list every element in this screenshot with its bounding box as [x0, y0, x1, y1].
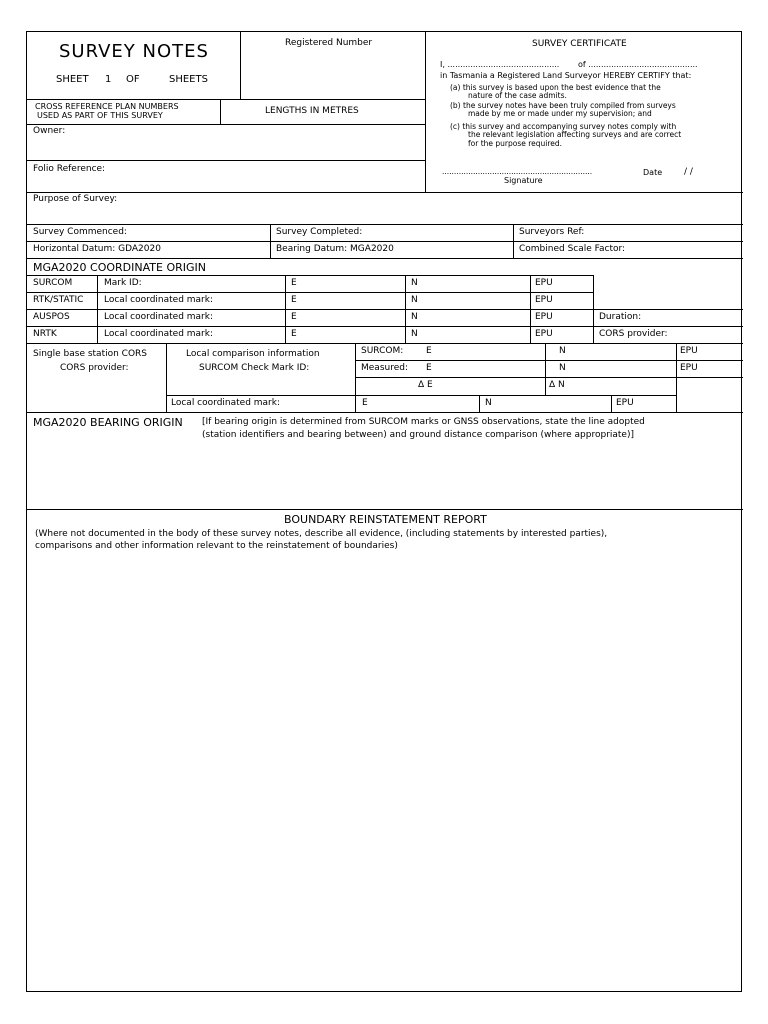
coord-epu-label: EPU: [535, 278, 553, 288]
divider: [27, 192, 743, 193]
owner-field[interactable]: [72, 126, 422, 158]
registered-number-label: Registered Number: [285, 38, 373, 48]
divider: [513, 224, 514, 258]
folio-reference-field[interactable]: [119, 163, 422, 189]
divider: [166, 395, 676, 396]
divider: [27, 224, 743, 225]
divider: [27, 292, 593, 293]
survey-commenced-label: Survey Commenced:: [33, 227, 127, 237]
coord-type-rtk-static: RTK/STATIC: [33, 295, 84, 305]
cross-reference-label-1: CROSS REFERENCE PLAN NUMBERS: [35, 102, 179, 111]
divider: [27, 412, 166, 413]
local-mark-n-label: N: [485, 398, 492, 408]
survey-notes-form: [26, 31, 742, 992]
coord-type-auspos: AUSPOS: [33, 312, 70, 322]
surveyors-ref-label: Surveyors Ref:: [519, 227, 585, 237]
divider: [27, 309, 743, 310]
surcom-check-mark-label: SURCOM Check Mark ID:: [199, 363, 310, 373]
certificate-item-c-2: the relevant legislation affecting surveys and are correct: [468, 130, 682, 139]
divider: [545, 343, 546, 395]
date-label: Date: [643, 168, 663, 177]
divider: [355, 377, 743, 378]
measured-label: Measured:: [361, 363, 408, 373]
coord-n-label: N: [411, 278, 418, 288]
divider: [27, 258, 743, 259]
divider: [27, 160, 425, 161]
divider: [270, 224, 271, 258]
coord-mark-label: Local coordinated mark:: [104, 295, 213, 305]
boundary-report-note-2: comparisons and other information relevant to the reinstatement of boundaries): [35, 541, 398, 551]
sheet-label: SHEET: [56, 74, 89, 85]
sheet-number-field[interactable]: 1: [105, 74, 112, 85]
survey-completed-label: Survey Completed:: [276, 227, 363, 237]
bearing-origin-note-1: [If bearing origin is determined from SURCOM marks or GNSS observations, state the line adopted: [202, 417, 645, 427]
registered-number-field[interactable]: [241, 50, 424, 98]
surcom-n-label: N: [559, 346, 566, 356]
lengths-label: LENGTHS IN METRES: [265, 106, 359, 116]
coord-e-label: E: [291, 329, 297, 339]
surcom-e-label: E: [426, 346, 432, 356]
delta-e-label: Δ E: [418, 380, 433, 390]
coord-type-nrtk: NRTK: [33, 329, 57, 339]
divider: [27, 343, 743, 344]
local-mark-epu-label: EPU: [616, 398, 634, 408]
of-label: OF: [126, 74, 140, 85]
surcom-label: SURCOM:: [361, 346, 404, 356]
divider: [166, 343, 167, 412]
coord-e-label: E: [291, 278, 297, 288]
bearing-origin-field[interactable]: [31, 444, 739, 506]
divider: [220, 99, 221, 125]
divider: [355, 360, 743, 361]
divider: [355, 343, 356, 412]
date-field[interactable]: / /: [684, 167, 693, 177]
surcom-epu-label: EPU: [680, 346, 698, 356]
signature-field[interactable]: ...............................................................: [442, 167, 593, 176]
divider: [27, 124, 425, 125]
coord-type-surcom: SURCOM: [33, 278, 73, 288]
divider: [479, 395, 480, 412]
horizontal-datum-label: Horizontal Datum: GDA2020: [33, 244, 161, 254]
delta-n-label: Δ N: [549, 380, 565, 390]
certificate-title: SURVEY CERTIFICATE: [532, 39, 627, 49]
divider: [27, 326, 743, 327]
divider: [425, 32, 426, 193]
bearing-origin-note-2: (station identifiers and bearing between) and ground distance comparison (where appropriate)]: [202, 430, 634, 440]
boundary-report-field[interactable]: [31, 556, 739, 986]
local-mark-e-label: E: [362, 398, 368, 408]
certificate-line-of: of ...........................................: [578, 60, 698, 69]
form-title: SURVEY NOTES: [59, 41, 209, 62]
certificate-item-b-2: made by me or made under my supervision; and: [468, 109, 652, 118]
certificate-line-certify: in Tasmania a Registered Land Surveyor HEREBY CERTIFY that:: [440, 71, 692, 80]
purpose-field[interactable]: [129, 194, 737, 222]
divider: [676, 412, 743, 413]
certificate-item-a-2: nature of the case admits.: [468, 91, 567, 100]
folio-reference-label: Folio Reference:: [33, 164, 106, 174]
coord-mark-label: Mark ID:: [104, 278, 142, 288]
coord-mark-label: Local coordinated mark:: [104, 312, 213, 322]
combined-scale-factor-label: Combined Scale Factor:: [519, 244, 626, 254]
divider: [285, 275, 286, 343]
coord-epu-label: EPU: [535, 329, 553, 339]
owner-label: Owner:: [33, 126, 66, 136]
certificate-item-a-1: (a) this survey is based upon the best evidence that the: [450, 83, 661, 92]
coordinate-origin-heading: MGA2020 COORDINATE ORIGIN: [33, 261, 206, 274]
divider: [405, 275, 406, 343]
coord-e-label: E: [291, 312, 297, 322]
coord-mark-label: Local coordinated mark:: [104, 329, 213, 339]
divider: [27, 99, 425, 100]
divider: [530, 275, 531, 343]
single-base-cors-label: Single base station CORS: [33, 349, 148, 359]
divider: [166, 412, 676, 413]
boundary-report-heading: BOUNDARY REINSTATEMENT REPORT: [284, 513, 487, 526]
certificate-line-i: I, ............................................: [440, 60, 560, 69]
coord-n-label: N: [411, 312, 418, 322]
bearing-datum-label: Bearing Datum: MGA2020: [276, 244, 394, 254]
cross-reference-label-2: USED AS PART OF THIS SURVEY: [37, 111, 163, 120]
coord-epu-label: EPU: [535, 295, 553, 305]
divider: [97, 275, 98, 343]
divider: [593, 275, 594, 343]
coord-epu-label: EPU: [535, 312, 553, 322]
certificate-item-c-1: (c) this survey and accompanying survey notes comply with: [450, 122, 677, 131]
coord-n-label: N: [411, 329, 418, 339]
measured-epu-label: EPU: [680, 363, 698, 373]
divider: [676, 343, 677, 412]
measured-n-label: N: [559, 363, 566, 373]
divider: [611, 395, 612, 412]
divider: [27, 241, 743, 242]
single-base-cors-provider-label: CORS provider:: [60, 363, 129, 373]
certificate-item-b-1: (b) the survey notes have been truly compiled from surveys: [450, 101, 676, 110]
divider: [27, 509, 743, 510]
local-comparison-label: Local comparison information: [186, 349, 320, 359]
duration-label: Duration:: [599, 312, 642, 322]
local-coordinated-mark-label: Local coordinated mark:: [171, 398, 280, 408]
purpose-label: Purpose of Survey:: [33, 194, 118, 204]
measured-e-label: E: [426, 363, 432, 373]
coord-n-label: N: [411, 295, 418, 305]
coord-e-label: E: [291, 295, 297, 305]
sheets-label: SHEETS: [169, 74, 208, 85]
divider: [27, 275, 593, 276]
cors-provider-label: CORS provider:: [599, 329, 668, 339]
bearing-origin-heading: MGA2020 BEARING ORIGIN: [33, 416, 183, 429]
boundary-report-note-1: (Where not documented in the body of these survey notes, describe all evidence, (including statements by interested parties),: [35, 529, 608, 539]
signature-label: Signature: [504, 176, 543, 185]
certificate-item-c-3: for the purpose required.: [468, 139, 563, 148]
